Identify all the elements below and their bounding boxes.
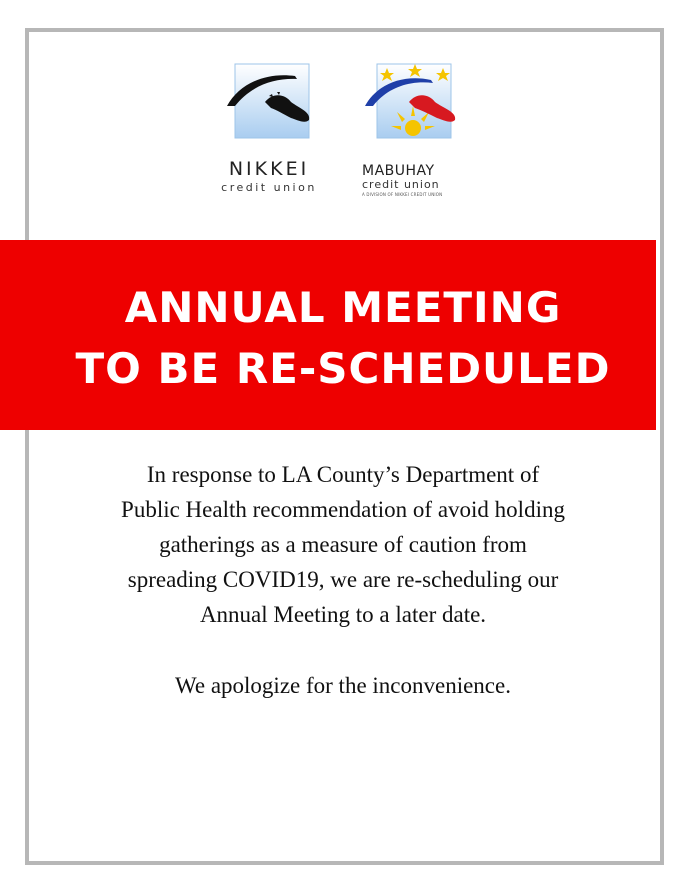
mabuhay-subtitle: credit union (362, 178, 440, 191)
mabuhay-tagline: A DIVISION OF NIKKEI CREDIT UNION (362, 192, 443, 197)
red-banner (0, 240, 656, 430)
mabuhay-logo (356, 62, 466, 197)
announcement-line: Public Health recommendation of avoid holding (121, 497, 565, 522)
nikkei-subtitle: credit union (221, 181, 317, 194)
logo-header (0, 62, 686, 202)
banner-title-line-2: TO BE RE-SCHEDULED (75, 344, 611, 393)
announcement-text (40, 457, 646, 632)
announcement-line: In response to LA County’s Department of (146, 462, 540, 487)
nikkei-emblem-icon (225, 62, 313, 140)
announcement-line: spreading COVID19, we are re-scheduling our (127, 567, 559, 592)
nikkei-name: NIKKEI (228, 158, 310, 180)
mabuhay-name: MABUHAY (362, 163, 435, 179)
apology-text: We apologize for the inconvenience. (175, 673, 511, 698)
mabuhay-emblem-icon (361, 62, 461, 142)
announcement-line: gatherings as a measure of caution from (159, 532, 527, 557)
banner-title-line-1: ANNUAL MEETING (124, 283, 562, 332)
announcement-line: Annual Meeting to a later date. (199, 602, 487, 627)
nikkei-logo (214, 62, 324, 194)
